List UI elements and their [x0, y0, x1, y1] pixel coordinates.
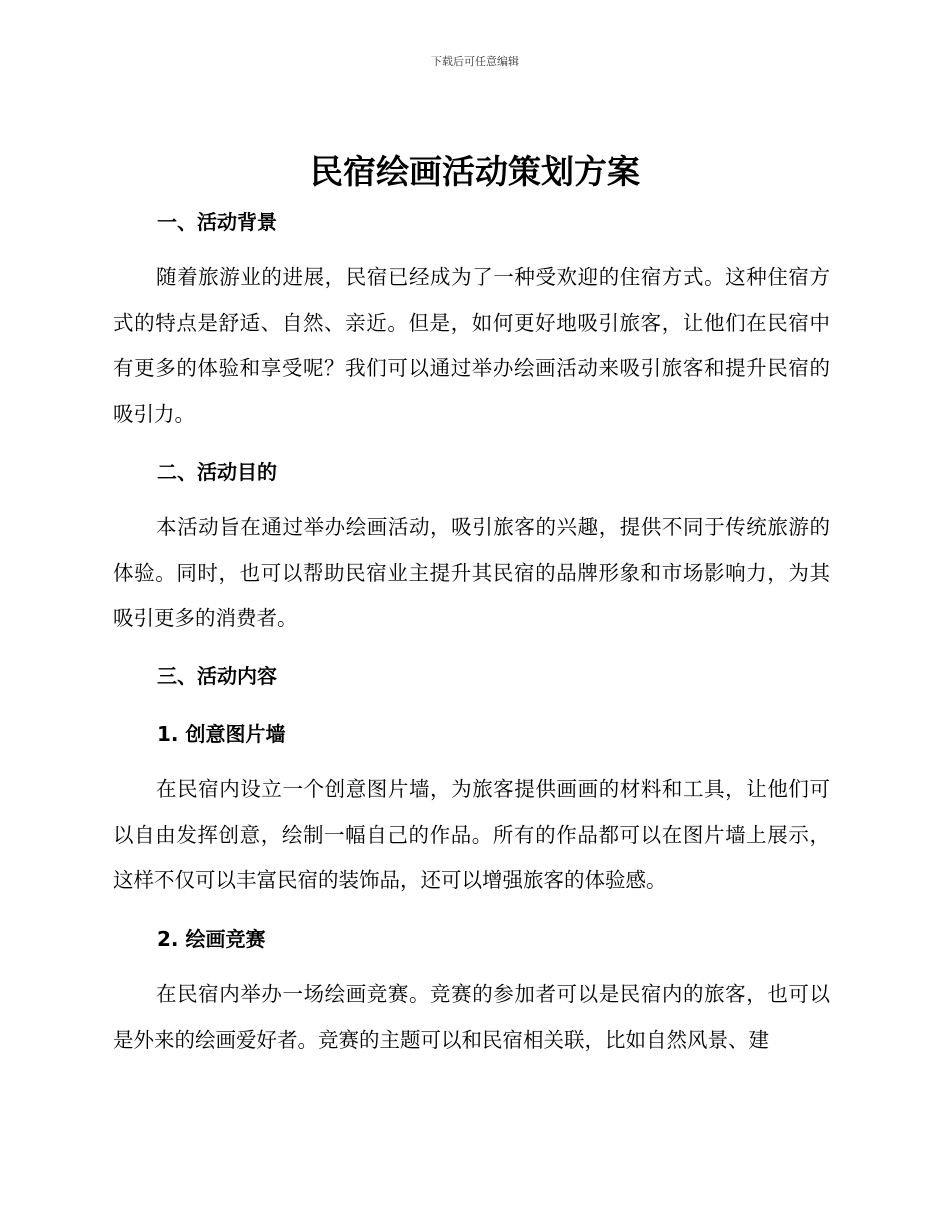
- document-title: 民宿绘画活动策划方案: [310, 152, 640, 191]
- paragraph-picture-wall: 在民宿内设立一个创意图片墙，为旅客提供画画的材料和工具，让他们可以自由发挥创意，绘制一幅自己的作品。所有的作品都可以在图片墙上展示，这样不仅可以丰富民宿的装饰品，还可以增强旅客的体验感。: [113, 777, 830, 892]
- paragraph-purpose: 本活动旨在通过举办绘画活动，吸引旅客的兴趣，提供不同于传统旅游的体验。同时，也可以帮助民宿业主提升其民宿的品牌形象和市场影响力，为其吸引更多的消费者。: [113, 515, 830, 630]
- section-heading-background: 一、活动背景: [157, 210, 277, 234]
- subheading-painting-contest: 2. 绘画竞赛: [157, 927, 266, 951]
- paragraph-background: 随着旅游业的进展，民宿已经成为了一种受欢迎的住宿方式。这种住宿方式的特点是舒适、自然、亲近。但是，如何更好地吸引旅客，让他们在民宿中有更多的体验和享受呢？我们可以通过举办绘画活动来吸引旅客和提升民宿的吸引力。: [113, 265, 830, 426]
- paragraph-painting-contest: 在民宿内举办一场绘画竞赛。竞赛的参加者可以是民宿内的旅客，也可以是外来的绘画爱好者。竞赛的主题可以和民宿相关联，比如自然风景、建: [113, 982, 830, 1052]
- header-note: 下载后可任意编辑: [431, 55, 519, 68]
- subheading-picture-wall: 1. 创意图片墙: [157, 722, 286, 746]
- section-heading-purpose: 二、活动目的: [157, 460, 277, 484]
- section-heading-content: 三、活动内容: [157, 664, 277, 688]
